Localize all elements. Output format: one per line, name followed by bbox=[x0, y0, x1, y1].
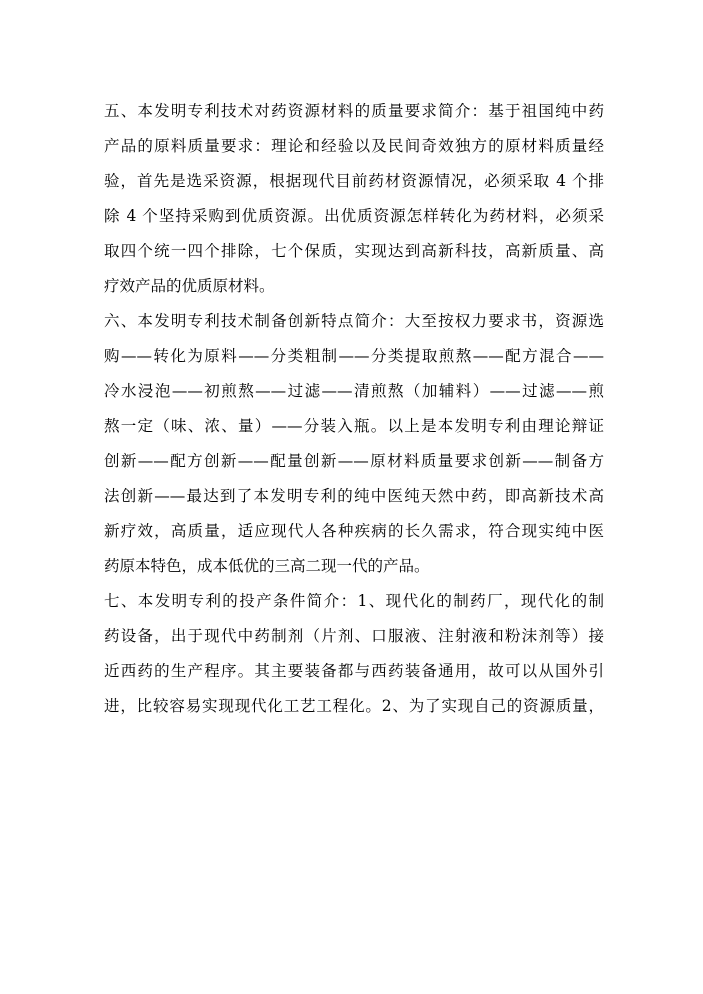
paragraph-section-5 bbox=[104, 94, 604, 304]
text-line: 六、本发明专利技术制备创新特点简介：大至按权力要求书，资源选 bbox=[104, 312, 604, 330]
text-line: 法创新——最达到了本发明专利的纯中医纯天然中药，即高新技术高 bbox=[104, 487, 604, 505]
text-line: 产品的原料质量要求：理论和经验以及民间奇效独方的原材料质量经 bbox=[104, 137, 604, 155]
text-line: 药原本特色，成本低优的三高二现一代的产品。 bbox=[104, 557, 430, 575]
text-line: 五、本发明专利技术对药资源材料的质量要求简介：基于祖国纯中药 bbox=[104, 102, 604, 120]
text-line: 取四个统一四个排除，七个保质，实现达到高新科技，高新质量、高 bbox=[104, 242, 604, 260]
text-line: 近西药的生产程序。其主要装备都与西药装备通用，故可以从国外引 bbox=[104, 662, 604, 680]
text-line: 冷水浸泡——初煎熬——过滤——清煎熬（加辅料）——过滤——煎 bbox=[104, 382, 604, 400]
text-line: 除 4 个坚持采购到优质资源。出优质资源怎样转化为药材料，必须采 bbox=[104, 207, 604, 225]
text-line: 进，比较容易实现现代化工艺工程化。2、为了实现自己的资源质量， bbox=[104, 697, 604, 715]
text-line: 熬一定（味、浓、量）——分装入瓶。以上是本发明专利由理论辩证 bbox=[104, 417, 604, 435]
document-body bbox=[104, 94, 604, 724]
text-line: 七、本发明专利的投产条件简介：1、现代化的制药厂，现代化的制 bbox=[104, 592, 604, 610]
text-line: 疗效产品的优质原材料。 bbox=[104, 277, 275, 295]
paragraph-section-7 bbox=[104, 584, 604, 724]
text-line: 验，首先是选采资源，根据现代目前药材资源情况，必须采取 4 个排 bbox=[104, 172, 604, 190]
text-line: 购——转化为原料——分类粗制——分类提取煎熬——配方混合—— bbox=[104, 347, 604, 365]
text-line: 药设备，出于现代中药制剂（片剂、口服液、注射液和粉沫剂等）接 bbox=[104, 627, 604, 645]
text-line: 创新——配方创新——配量创新——原材料质量要求创新——制备方 bbox=[104, 452, 604, 470]
text-line: 新疗效，高质量，适应现代人各种疾病的长久需求，符合现实纯中医 bbox=[104, 522, 604, 540]
paragraph-section-6 bbox=[104, 304, 604, 584]
